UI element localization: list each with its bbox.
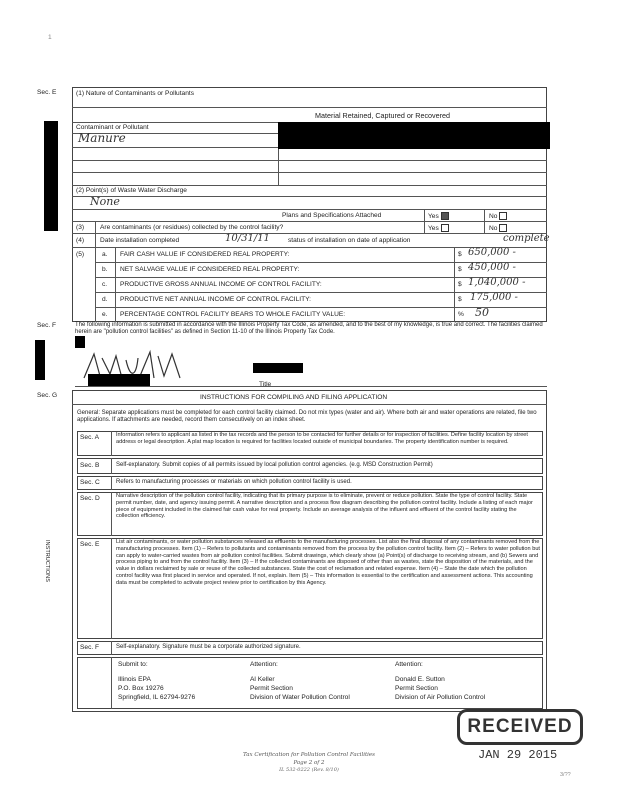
address-line-3: Springfield, IL 62794-9276: [118, 694, 196, 701]
value-d-label: PRODUCTIVE NET ANNUAL INCOME OF CONTROL FACILITY:: [120, 296, 312, 303]
instr-a-text: Information refers to applicant as listed in the tax records and the person to be contacted for further details or for inspection of facilities. Define facility location by street address or legal description. A plat map location is required for facilities located outside of municipal boundaries. The property identification number is required.: [116, 432, 528, 445]
value-c-label: PRODUCTIVE GROSS ANNUAL INCOME OF CONTROL FACILITY:: [120, 281, 322, 288]
instr-c-sec: Sec. C: [80, 479, 100, 486]
value-c-letter: c.: [102, 281, 108, 288]
redaction-signer: [88, 374, 150, 386]
row4-status: complete: [503, 233, 550, 244]
instr-f-text: Self-explanatory. Signature must be a corporate authorized signature.: [116, 644, 301, 650]
value-b: 450,000 -: [468, 262, 516, 273]
item2-value: None: [90, 195, 120, 208]
plans-yes: [428, 212, 449, 221]
attention2-line-3: Division of Air Pollution Control: [395, 694, 486, 701]
plans-no-label: No: [489, 212, 498, 220]
value-e-prefix: %: [458, 311, 464, 318]
redaction-right: [278, 122, 550, 149]
item2-title: (2) Point(s) of Waste Water Discharge: [76, 187, 187, 194]
attention1-line-1: Al Keller: [250, 676, 275, 683]
redaction-left: [44, 121, 58, 231]
row4-status-label: status of installation on date of application: [288, 237, 411, 244]
plans-yes-label: Yes: [428, 212, 439, 220]
value-a-prefix: $: [458, 251, 462, 258]
material-header: Material Retained, Captured or Recovered: [315, 111, 451, 120]
plans-label: Plans and Specifications Attached: [282, 212, 382, 219]
sec-g-general: General: Separate applications must be completed for each control facility claimed. Do not mix types (water and air). Where both air and water operations are related, file two applications. If attachments are needed, record them consecutively on an index sheet.: [77, 410, 537, 424]
value-a: 650,000 -: [468, 247, 516, 258]
sec-g-heading: INSTRUCTIONS FOR COMPILING AND FILING APPLICATION: [200, 394, 388, 401]
row3-no-checkbox[interactable]: [499, 224, 507, 232]
footer-line-3: IL 532-0222 (Rev. 8/10): [279, 767, 339, 773]
value-e-letter: e.: [102, 311, 108, 318]
row3-yes: [428, 224, 449, 233]
title-label: Title: [259, 381, 272, 388]
sec-f-label: Sec. F: [37, 322, 57, 329]
plans-no: [489, 212, 507, 221]
value-d-letter: d.: [102, 296, 108, 303]
instructions-side-label: INSTRUCTIONS: [44, 540, 50, 582]
address-line-2: P.O. Box 19276: [118, 685, 164, 692]
attention2-label: Attention:: [395, 661, 423, 668]
sec-g-label: Sec. G: [37, 392, 58, 399]
row5-num: (5): [76, 251, 85, 258]
value-e-label: PERCENTAGE CONTROL FACILITY BEARS TO WHOLE FACILITY VALUE:: [120, 311, 346, 318]
value-b-prefix: $: [458, 266, 462, 273]
value-c-prefix: $: [458, 281, 462, 288]
value-a-label: FAIR CASH VALUE IF CONSIDERED REAL PROPERTY:: [120, 251, 290, 258]
row3-yes-label: Yes: [428, 224, 439, 232]
plans-no-checkbox[interactable]: [499, 212, 507, 220]
value-b-label: NET SALVAGE VALUE IF CONSIDERED REAL PROPERTY:: [120, 266, 300, 273]
attention2-line-1: Donald E. Sutton: [395, 676, 445, 683]
footer-line-2: Page 2 of 2: [293, 760, 325, 766]
footer-line-1: Tax Certification for Pollution Control Facilities: [242, 752, 376, 758]
value-e: 50: [475, 306, 489, 319]
row3-text: Are contaminants (or residues) collected by the control facility?: [100, 224, 284, 231]
instr-b-sec: Sec. B: [80, 462, 100, 469]
submit-label: Submit to:: [118, 661, 148, 668]
instr-f-sec: Sec. F: [80, 644, 100, 651]
sec-f-text: The following information is submitted in accordance with the Illinois Property Tax Code, as amended, and to the best of my knowledge, is true and correct. The facilities claimed herein are "pollution control facilities" as defined in Section 11-10 of the Illinois Property Tax Code.: [75, 322, 543, 336]
address-line-1: Illinois EPA: [118, 676, 151, 683]
instr-d-sec: Sec. D: [80, 495, 100, 502]
page-mark: 1: [48, 34, 52, 41]
instr-e-sec: Sec. E: [80, 541, 100, 548]
footer-corner: 3/??: [560, 772, 571, 778]
attention1-line-3: Division of Water Pollution Control: [250, 694, 350, 701]
row4-date: 10/31/11: [225, 233, 270, 244]
row3-yes-checkbox[interactable]: [441, 224, 449, 232]
row4-text: Date installation completed: [100, 237, 180, 244]
instr-a-sec: Sec. A: [80, 434, 100, 441]
attention1-line-2: Permit Section: [250, 685, 293, 692]
value-d: 175,000 -: [470, 292, 518, 303]
redaction-sec-f-text: [75, 336, 85, 348]
sec-e-label: Sec. E: [37, 89, 57, 96]
attention2-line-2: Permit Section: [395, 685, 438, 692]
attention1-label: Attention:: [250, 661, 278, 668]
redaction-sec-f-left: [35, 340, 45, 380]
instr-d-text: Narrative description of the pollution control facility, indicating that its primary purpose is to eliminate, prevent or reduce pollution. State the type of control facility. State permit number, date, and agency issuing permit. A narrative description and a process flow diagram describing the pollution control facility. Include a listing of each major piece of equipment included in the claimed fair cash value for real property. Include an average analysis of the influent and effluent of the control facility stating the collection efficiency.: [116, 493, 533, 520]
stamp-date: JAN 29 2015: [478, 748, 558, 762]
instr-b-text: Self-explanatory. Submit copies of all permits issued by local pollution control agencies. (e.g. MSD Construction Permit): [116, 462, 433, 468]
row4-num: (4): [76, 237, 85, 244]
value-a-letter: a.: [102, 251, 108, 258]
value-b-letter: b.: [102, 266, 108, 273]
stamp-text: RECEIVED: [457, 709, 583, 745]
contaminant-header: Contaminant or Pollutant: [76, 124, 149, 131]
value-c: 1,040,000 -: [468, 277, 526, 288]
item1-title: (1) Nature of Contaminants or Pollutants: [76, 90, 195, 97]
row3-no-label: No: [489, 224, 498, 232]
redaction-title: [253, 363, 303, 373]
value-d-prefix: $: [458, 296, 462, 303]
row3-no: [489, 224, 507, 233]
contaminant-value: Manure: [78, 131, 126, 145]
received-stamp: [455, 705, 583, 745]
plans-yes-checkbox[interactable]: [441, 212, 449, 220]
row3-num: (3): [76, 224, 85, 231]
instr-c-text: Refers to manufacturing processes or materials on which pollution control facility is used.: [116, 479, 352, 485]
instr-e-text: List air contaminants, or water pollution substances released as effluents to the manufacturing processes. List also the final disposal of any contaminants removed from the manufacturing processes. Item (1) – Refers to pollutants and contaminants removed from the process by the pollution control facility. Item (2) – Refers to water pollution but can apply to water-carried wastes from air pollution control facilities. Submit drawings, which clearly show (a) Point(s) of discharge to receiving stream, and (b) Sewers and process piping to and from the control facility. Item (3) – If the collected contaminants are disposed of other than as wastes, state the disposition of the materials, and the value in dollars reclaimed by sale or reuse of the collected substances. State the cost of reclamation and related expense. Item (4) – State the date which the pollution control facility was first placed in service and operated. If not, explain. Item (5) – This information is essential to the certification and assessment actions. This accounting data must be completed to activate project review prior to certification by this Agency.: [116, 539, 540, 586]
